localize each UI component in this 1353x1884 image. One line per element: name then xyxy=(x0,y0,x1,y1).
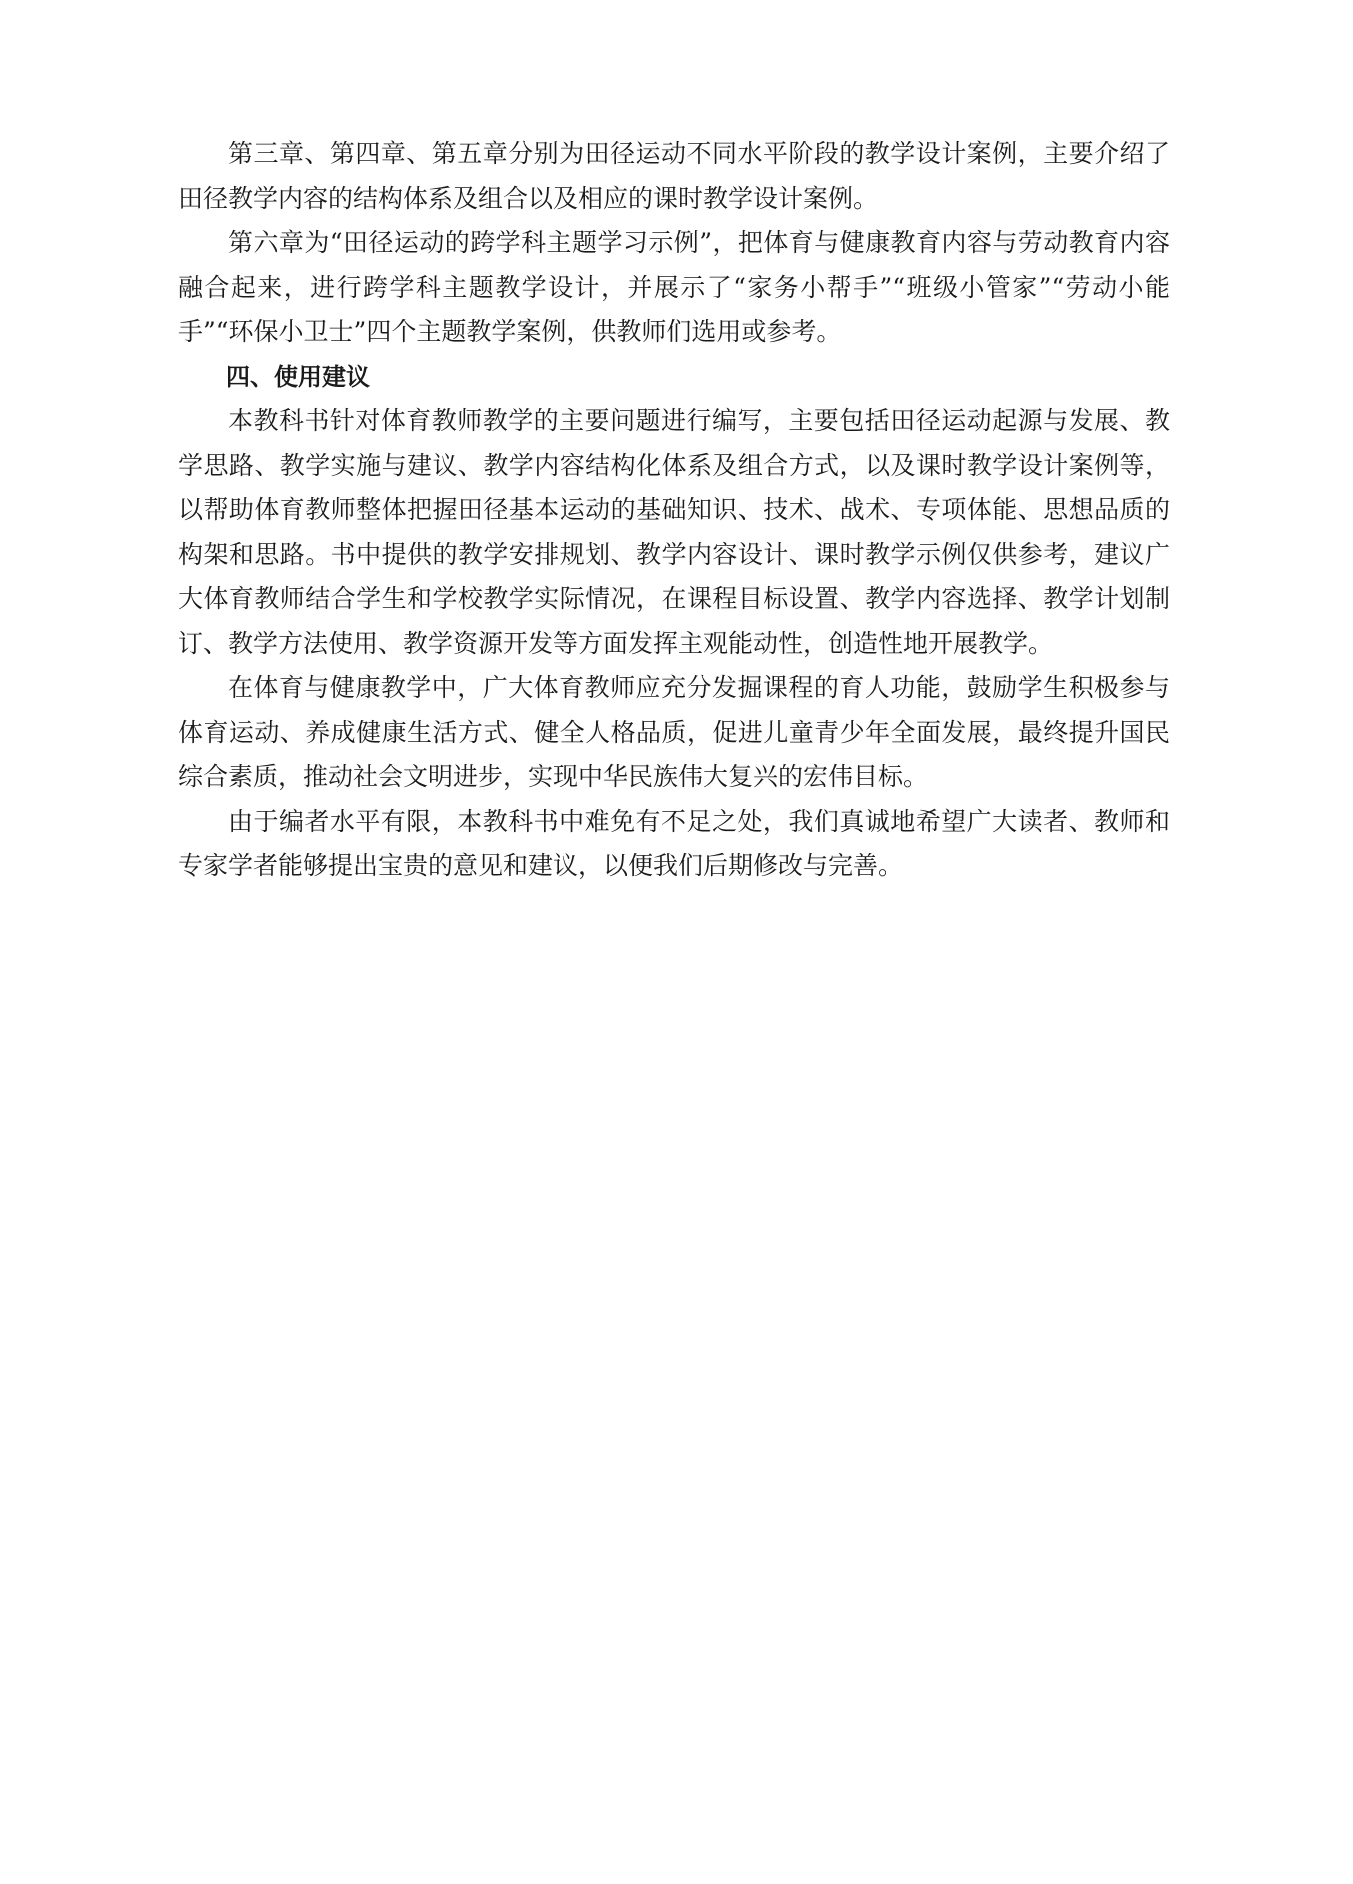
section-heading-usage-suggestions: 四、使用建议 xyxy=(226,362,370,391)
paragraph-chapter-six: 第六章为“田径运动的跨学科主题学习示例”，把体育与健康教育内容与劳动教育内容融合起来，进行跨学科主题教学设计，并展示了“家务小帮手”“班级小管家”“劳动小能手”“环保小卫士”四个主题教学案例，供教师们选用或参考。 xyxy=(178,228,1170,346)
paragraph-textbook-purpose: 本教科书针对体育教师教学的主要问题进行编写，主要包括田径运动起源与发展、教学思路、教学实施与建议、教学内容结构化体系及组合方式，以及课时教学设计案例等，以帮助体育教师整体把握田径基本运动的基础知识、技术、战术、专项体能、思想品质的构架和思路。书中提供的教学安排规划、教学内容设计、课时教学示例仅供参考，建议广大体育教师结合学生和学校教学实际情况，在课程目标设置、教学内容选择、教学计划制订、教学方法使用、教学资源开发等方面发挥主观能动性，创造性地开展教学。 xyxy=(178,406,1170,658)
paragraph-educational-goals: 在体育与健康教学中，广大体育教师应充分发掘课程的育人功能，鼓励学生积极参与体育运动、养成健康生活方式、健全人格品质，促进儿童青少年全面发展，最终提升国民综合素质，推动社会文明进步，实现中华民族伟大复兴的宏伟目标。 xyxy=(178,673,1170,791)
paragraph-chapters-three-to-five: 第三章、第四章、第五章分别为田径运动不同水平阶段的教学设计案例，主要介绍了田径教学内容的结构体系及组合以及相应的课时教学设计案例。 xyxy=(178,139,1170,213)
paragraph-closing-note: 由于编者水平有限，本教科书中难免有不足之处，我们真诚地希望广大读者、教师和专家学者能够提出宝贵的意见和建议，以便我们后期修改与完善。 xyxy=(178,806,1170,880)
document-body xyxy=(178,132,1170,889)
